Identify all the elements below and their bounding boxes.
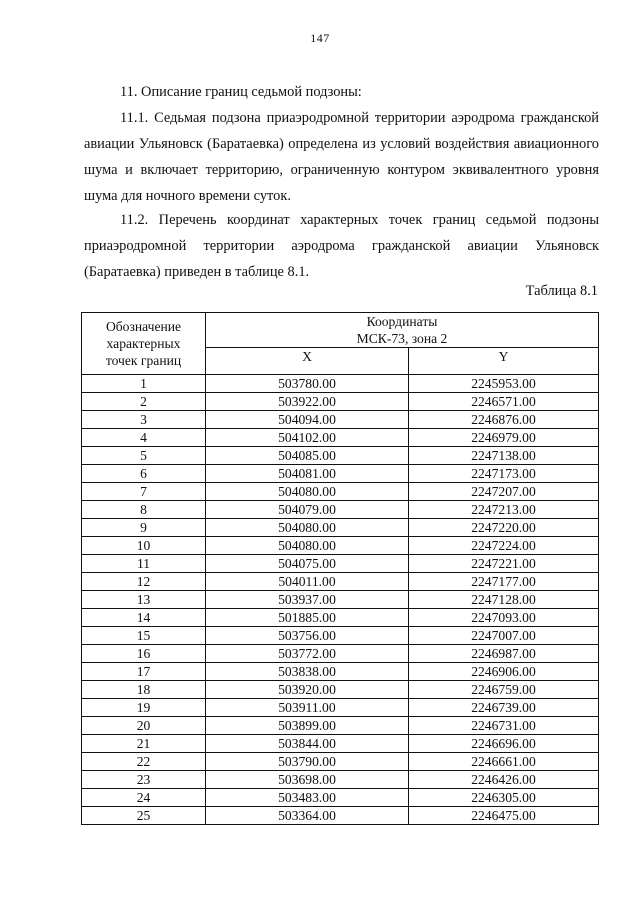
point-number-cell: 12 bbox=[82, 573, 206, 591]
point-number-cell: 11 bbox=[82, 555, 206, 573]
table-row bbox=[82, 717, 599, 735]
y-coordinate-cell: 2246661.00 bbox=[409, 753, 599, 771]
y-coordinate-cell: 2247007.00 bbox=[409, 627, 599, 645]
x-coordinate-cell: 503364.00 bbox=[206, 807, 409, 825]
table-row bbox=[82, 753, 599, 771]
y-coordinate-cell: 2246876.00 bbox=[409, 411, 599, 429]
paragraph-line: приаэродромной территории аэродрома гражданской авиации Ульяновск bbox=[84, 238, 599, 254]
x-coordinate-cell: 504075.00 bbox=[206, 555, 409, 573]
paragraph-line: (Баратаевка) приведен в таблице 8.1. bbox=[84, 264, 310, 280]
table-row bbox=[82, 555, 599, 573]
table-row bbox=[82, 411, 599, 429]
paragraph-line: 11.2. Перечень координат характерных точек границ седьмой подзоны bbox=[120, 212, 599, 228]
table-row bbox=[82, 501, 599, 519]
point-number-cell: 7 bbox=[82, 483, 206, 501]
y-coordinate-cell: 2246305.00 bbox=[409, 789, 599, 807]
y-coordinate-cell: 2246696.00 bbox=[409, 735, 599, 753]
point-number-cell: 25 bbox=[82, 807, 206, 825]
coordinates-table bbox=[81, 312, 599, 825]
y-coordinate-cell: 2247177.00 bbox=[409, 573, 599, 591]
y-coordinate-cell: 2246906.00 bbox=[409, 663, 599, 681]
header-points-line: характерных bbox=[106, 336, 181, 351]
x-coordinate-cell: 501885.00 bbox=[206, 609, 409, 627]
x-coordinate-cell: 503899.00 bbox=[206, 717, 409, 735]
x-coordinate-cell: 504080.00 bbox=[206, 537, 409, 555]
y-coordinate-cell: 2245953.00 bbox=[409, 375, 599, 393]
table-row bbox=[82, 591, 599, 609]
paragraph-11-1 bbox=[84, 105, 599, 209]
table-row bbox=[82, 429, 599, 447]
paragraph-line: шума и включает территорию, ограниченную контуром эквивалентного уровня bbox=[84, 162, 599, 178]
header-points-line: Обозначение bbox=[105, 319, 182, 334]
x-coordinate-cell: 504080.00 bbox=[206, 483, 409, 501]
y-coordinate-cell: 2247213.00 bbox=[409, 501, 599, 519]
point-number-cell: 19 bbox=[82, 699, 206, 717]
y-coordinate-cell: 2246475.00 bbox=[409, 807, 599, 825]
point-number-cell: 1 bbox=[82, 375, 206, 393]
point-number-cell: 16 bbox=[82, 645, 206, 663]
point-number-cell: 20 bbox=[82, 717, 206, 735]
point-number-cell: 21 bbox=[82, 735, 206, 753]
point-number-cell: 24 bbox=[82, 789, 206, 807]
header-points bbox=[82, 313, 206, 375]
section-heading: 11. Описание границ седьмой подзоны: bbox=[120, 84, 362, 100]
x-coordinate-cell: 504094.00 bbox=[206, 411, 409, 429]
table-row bbox=[82, 789, 599, 807]
table-row bbox=[82, 537, 599, 555]
x-coordinate-cell: 503780.00 bbox=[206, 375, 409, 393]
header-coordinates-line: МСК-73, зона 2 bbox=[356, 331, 448, 346]
table-row bbox=[82, 465, 599, 483]
table-row bbox=[82, 519, 599, 537]
x-coordinate-cell: 504080.00 bbox=[206, 519, 409, 537]
y-coordinate-cell: 2246426.00 bbox=[409, 771, 599, 789]
header-points-line: точек границ bbox=[105, 353, 182, 368]
header-coordinates bbox=[206, 313, 599, 348]
paragraph-line: авиации Ульяновск (Баратаевка) определена из условий воздействия авиационного bbox=[84, 136, 599, 152]
x-coordinate-cell: 503920.00 bbox=[206, 681, 409, 699]
y-coordinate-cell: 2247207.00 bbox=[409, 483, 599, 501]
x-coordinate-cell: 503937.00 bbox=[206, 591, 409, 609]
point-number-cell: 18 bbox=[82, 681, 206, 699]
y-coordinate-cell: 2246979.00 bbox=[409, 429, 599, 447]
y-coordinate-cell: 2246759.00 bbox=[409, 681, 599, 699]
x-coordinate-cell: 503483.00 bbox=[206, 789, 409, 807]
paragraph-line: шума для ночного времени суток. bbox=[84, 188, 291, 204]
x-coordinate-cell: 504079.00 bbox=[206, 501, 409, 519]
table-row bbox=[82, 573, 599, 591]
point-number-cell: 4 bbox=[82, 429, 206, 447]
table-row bbox=[82, 735, 599, 753]
table-row bbox=[82, 609, 599, 627]
section-heading-block bbox=[84, 79, 599, 105]
table-row bbox=[82, 699, 599, 717]
point-number-cell: 3 bbox=[82, 411, 206, 429]
point-number-cell: 6 bbox=[82, 465, 206, 483]
page-number: 147 bbox=[310, 31, 330, 45]
x-coordinate-cell: 503698.00 bbox=[206, 771, 409, 789]
x-coordinate-cell: 503756.00 bbox=[206, 627, 409, 645]
point-number-cell: 23 bbox=[82, 771, 206, 789]
y-coordinate-cell: 2247220.00 bbox=[409, 519, 599, 537]
paragraph-11-2 bbox=[84, 207, 599, 285]
table-row bbox=[82, 447, 599, 465]
x-coordinate-cell: 503790.00 bbox=[206, 753, 409, 771]
y-coordinate-cell: 2246731.00 bbox=[409, 717, 599, 735]
y-coordinate-cell: 2246571.00 bbox=[409, 393, 599, 411]
point-number-cell: 13 bbox=[82, 591, 206, 609]
table-caption: Таблица 8.1 bbox=[525, 283, 598, 299]
y-coordinate-cell: 2247221.00 bbox=[409, 555, 599, 573]
x-coordinate-cell: 503838.00 bbox=[206, 663, 409, 681]
x-coordinate-cell: 503911.00 bbox=[206, 699, 409, 717]
point-number-cell: 14 bbox=[82, 609, 206, 627]
x-coordinate-cell: 504081.00 bbox=[206, 465, 409, 483]
coordinates-table-body bbox=[82, 375, 599, 825]
header-coordinates-line: Координаты bbox=[366, 314, 438, 329]
point-number-cell: 5 bbox=[82, 447, 206, 465]
x-coordinate-cell: 503772.00 bbox=[206, 645, 409, 663]
y-coordinate-cell: 2247224.00 bbox=[409, 537, 599, 555]
y-coordinate-cell: 2246987.00 bbox=[409, 645, 599, 663]
table-row bbox=[82, 483, 599, 501]
point-number-cell: 15 bbox=[82, 627, 206, 645]
point-number-cell: 9 bbox=[82, 519, 206, 537]
y-coordinate-cell: 2247138.00 bbox=[409, 447, 599, 465]
table-row bbox=[82, 393, 599, 411]
paragraph-line: 11.1. Седьмая подзона приаэродромной территории аэродрома гражданской bbox=[120, 110, 599, 126]
x-coordinate-cell: 504011.00 bbox=[206, 573, 409, 591]
y-coordinate-cell: 2247128.00 bbox=[409, 591, 599, 609]
x-coordinate-cell: 503922.00 bbox=[206, 393, 409, 411]
point-number-cell: 22 bbox=[82, 753, 206, 771]
table-row bbox=[82, 627, 599, 645]
point-number-cell: 8 bbox=[82, 501, 206, 519]
point-number-cell: 17 bbox=[82, 663, 206, 681]
table-row bbox=[82, 771, 599, 789]
table-row bbox=[82, 375, 599, 393]
x-coordinate-cell: 504085.00 bbox=[206, 447, 409, 465]
header-y: Y bbox=[409, 348, 599, 375]
x-coordinate-cell: 503844.00 bbox=[206, 735, 409, 753]
table-row bbox=[82, 681, 599, 699]
table-row bbox=[82, 663, 599, 681]
header-x: X bbox=[206, 348, 409, 375]
y-coordinate-cell: 2247173.00 bbox=[409, 465, 599, 483]
y-coordinate-cell: 2247093.00 bbox=[409, 609, 599, 627]
table-row bbox=[82, 645, 599, 663]
point-number-cell: 10 bbox=[82, 537, 206, 555]
y-coordinate-cell: 2246739.00 bbox=[409, 699, 599, 717]
point-number-cell: 2 bbox=[82, 393, 206, 411]
table-row bbox=[82, 807, 599, 825]
x-coordinate-cell: 504102.00 bbox=[206, 429, 409, 447]
